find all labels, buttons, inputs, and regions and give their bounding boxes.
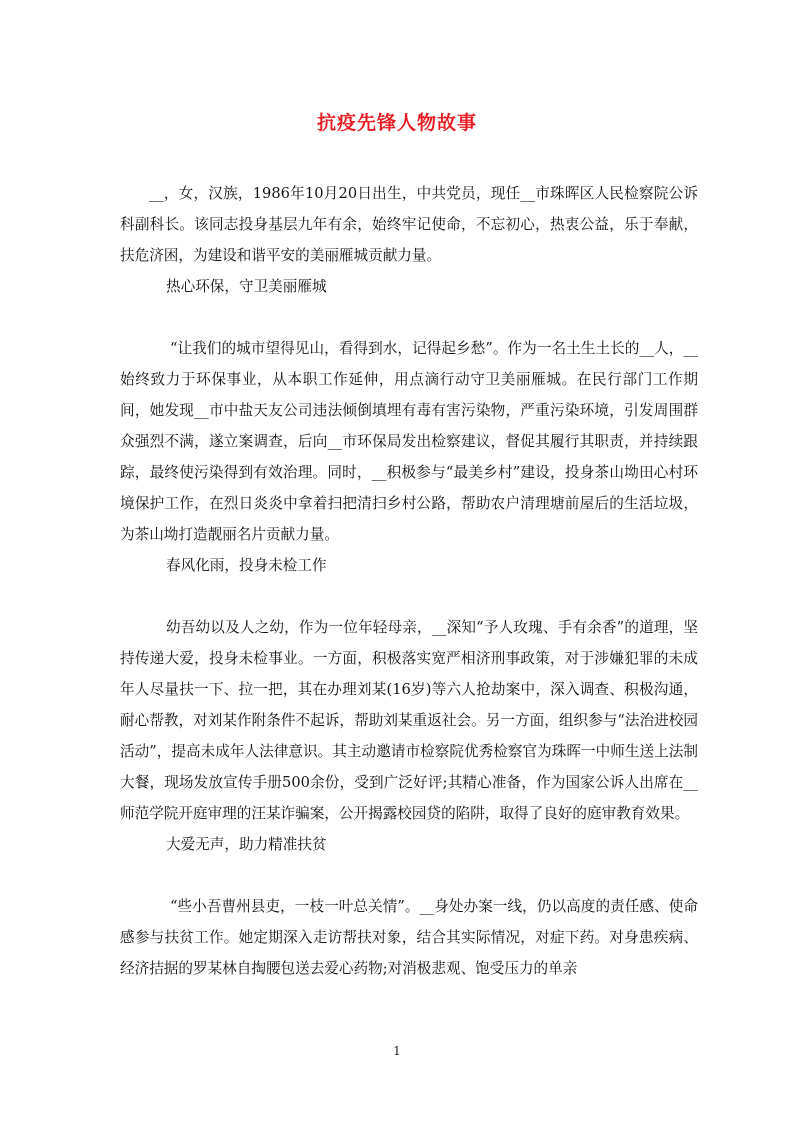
document-title: 抗疫先锋人物故事: [316, 112, 477, 134]
section-paragraph-juvenile: 幼吾幼以及人之幼，作为一位年轻母亲，__深知“予人玫瑰、手有余香”的道理，坚持传递大爱，投身未检事业。一方面，积极落实宽严相济刑事政策，对于涉嫌犯罪的未成年人尽量扶一下、拉一把，其在办理刘某(16岁)等六人抢劫案中，深入调查、积极沟通，耐心帮教，对刘某作附条件不起诉，帮助刘某重返社会。另一方面，组织参与“法治进校园活动”，提高未成年人法律意识。其主动邀请市检察院优秀检察官为珠晖一中师生送上法制大餐，现场发放宣传手册500余份，受到广泛好评;其精心准备，作为国家公诉人出席在__师范学院开庭审理的汪某诈骗案，公开揭露校园贷的陷阱，取得了良好的庭审教育效果。: [120, 619, 698, 822]
section-heading-environment: 热心环保，守卫美丽雁城: [166, 278, 327, 295]
document-body: [120, 178, 698, 984]
section-paragraph-poverty: “些小吾曹州县吏，一枝一叶总关情”。__身处办案一线，仍以高度的责任感、使命感参与扶贫工作。她定期深入走访帮扶对象，结合其实际情况，对症下药。对身患疾病、经济拮据的罗某林自掏腰包送去爱心药物;对消极悲观、饱受压力的单亲: [120, 898, 698, 977]
intro-paragraph: __，女，汉族，1986年10月20日出生，中共党员，现任__市珠晖区人民检察院公诉科副科长。该同志投身基层九年有余，始终牢记使命，不忘初心，热衷公益，乐于奉献，扶危济困，为建设和谐平安的美丽雁城贡献力量。: [120, 185, 698, 264]
section-heading-poverty: 大爱无声，助力精准扶贫: [166, 836, 327, 853]
section-heading-juvenile: 春风化雨，投身未检工作: [166, 557, 327, 574]
section-paragraph-environment: “让我们的城市望得见山，看得到水，记得起乡愁”。作为一名土生土长的__人，__始终致力于环保事业，从本职工作延伸，用点滴行动守卫美丽雁城。在民行部门工作期间，她发现__市中盐天友公司违法倾倒填埋有毒有害污染物，严重污染环境，引发周围群众强烈不满，遂立案调查，后向__市环保局发出检察建议，督促其履行其职责，并持续跟踪，最终使污染得到有效治理。同时，__积极参与“最美乡村”建设，投身茶山坳田心村环境保护工作，在烈日炎炎中拿着扫把清扫乡村公路，帮助农户清理塘前屋后的生活垃圾，为茶山坳打造靓丽名片贡献力量。: [120, 340, 698, 543]
page-number: 1: [393, 1044, 401, 1058]
